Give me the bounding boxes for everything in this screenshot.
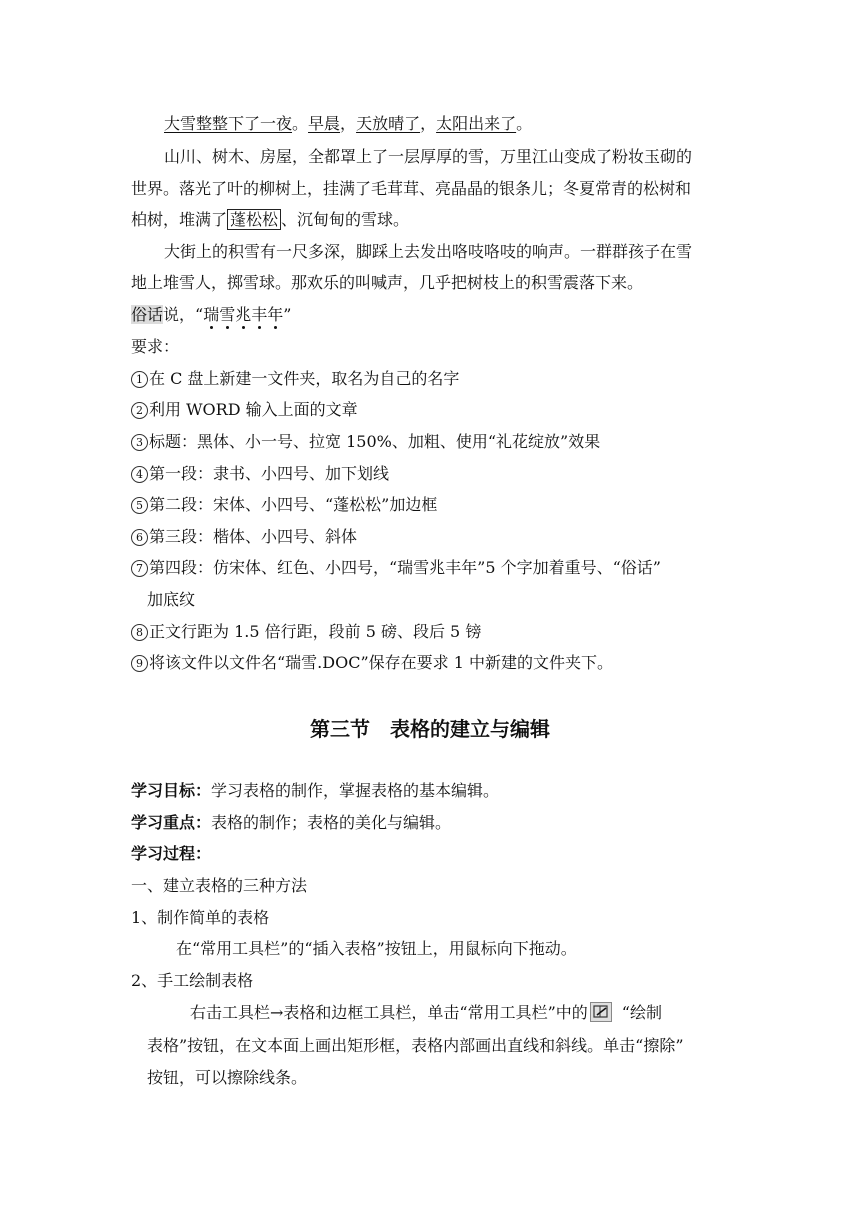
para1-punct: ，: [420, 114, 437, 133]
key-label: 学习重点：: [131, 813, 212, 832]
paragraph-3-line-1: 大街上的积雪有一尺多深，脚踩上去发出咯吱咯吱的响声。一群群孩子在雪: [164, 242, 693, 261]
requirement-item: [131, 399, 358, 421]
heading-1-1-text: 在“常用工具栏”的“插入表格”按钮上，用鼠标向下拖动。: [176, 939, 577, 958]
paragraph-1: [164, 113, 532, 135]
paragraph-2-line-2: 世界。落光了叶的柳树上，挂满了毛茸茸、亮晶晶的银条儿；冬夏常青的松树和: [131, 179, 692, 198]
heading-1-2-line-1: [190, 1002, 662, 1024]
body-text: 右击工具栏→表格和边框工具栏，单击“常用工具栏”中的: [190, 1003, 588, 1022]
para4-text: 说，“: [163, 305, 204, 324]
para1-text: 大雪整整下了一夜: [164, 114, 293, 133]
goal-text: 学习表格的制作，掌握表格的基本编辑。: [211, 781, 500, 800]
emphasis-text: [203, 305, 283, 324]
heading-1-2-line-3: 按钮，可以擦除线条。: [147, 1068, 308, 1087]
boxed-word: 蓬松松: [227, 209, 281, 230]
requirement-text: 第一段：隶书、小四号、加下划线: [149, 464, 390, 483]
requirement-text: 第二段：宋体、小四号、“蓬松松”加边框: [149, 495, 438, 514]
draw-table-icon: [590, 1002, 612, 1022]
process-label: 学习过程：: [131, 844, 212, 863]
requirement-item: [131, 463, 389, 485]
para2-text: 、沉甸甸的雪球。: [281, 210, 410, 229]
learning-process: [131, 843, 211, 865]
paragraph-2-line-1: 山川、树木、房屋，全都罩上了一层厚厚的雪，万里江山变成了粉妆玉砌的: [164, 147, 693, 166]
emphasis-char: 年: [267, 305, 284, 324]
requirement-text: 利用 WORD 输入上面的文章: [149, 400, 358, 419]
goal-label: 学习目标：: [131, 781, 212, 800]
circled-number: 8: [131, 624, 148, 641]
circled-number: 2: [131, 402, 148, 419]
key-text: 表格的制作；表格的美化与编辑。: [211, 813, 452, 832]
circled-number: 7: [131, 560, 148, 577]
heading-1-2: 2、手工绘制表格: [131, 971, 254, 990]
requirement-text: 第三段：楷体、小四号、斜体: [149, 527, 358, 546]
para2-text: 柏树，堆满了: [131, 210, 228, 229]
para1-punct: ，: [340, 114, 357, 133]
circled-number: 5: [131, 497, 148, 514]
para1-punct: 。: [516, 114, 533, 133]
heading-1: 一、建立表格的三种方法: [131, 876, 308, 895]
requirement-text: 标题：黑体、小一号、拉宽 150%、加粗、使用“礼花绽放”效果: [149, 432, 601, 451]
emphasis-char: 雪: [219, 305, 236, 324]
circled-number: 3: [131, 434, 148, 451]
circled-number: 6: [131, 529, 148, 546]
para1-text: 早晨: [308, 114, 341, 133]
requirement-item: [131, 431, 600, 453]
requirement-item: [131, 368, 459, 390]
body-text: “绘制: [621, 1003, 662, 1022]
emphasis-char: 兆: [235, 305, 252, 324]
requirement-text: 在 C 盘上新建一文件夹，取名为自己的名字: [149, 369, 460, 388]
requirement-item: [131, 557, 661, 579]
learning-goal: [131, 780, 499, 802]
circled-number: 1: [131, 371, 148, 388]
emphasis-char: 瑞: [203, 305, 220, 324]
requirement-item: [131, 494, 437, 516]
requirements-heading: 要求：: [131, 337, 180, 356]
requirement-text: 将该文件以文件名“瑞雪.DOC”保存在要求 1 中新建的文件夹下。: [149, 653, 613, 672]
emphasis-char: 丰: [251, 305, 268, 324]
para4-text: ”: [283, 305, 292, 324]
shaded-text: 俗话: [131, 305, 164, 324]
circled-number: 9: [131, 655, 148, 672]
paragraph-4: [131, 304, 291, 326]
requirement-item: [131, 652, 613, 674]
paragraph-2-line-3: [131, 209, 409, 231]
requirement-text: 正文行距为 1.5 倍行距，段前 5 磅、段后 5 镑: [149, 622, 482, 641]
para1-text: 天放晴了: [356, 114, 421, 133]
section-title: 第三节 表格的建立与编辑: [310, 717, 550, 741]
heading-1-1: 1、制作简单的表格: [131, 908, 270, 927]
paragraph-3-line-2: 地上堆雪人，掷雪球。那欢乐的叫喊声，几乎把树枝上的积雪震落下来。: [131, 273, 644, 292]
requirement-item: [131, 526, 357, 548]
heading-1-2-line-2: 表格”按钮，在文本面上画出矩形框，表格内部画出直线和斜线。单击“擦除”: [147, 1036, 684, 1055]
para1-text: 太阳出来了: [436, 114, 517, 133]
requirement-item: [131, 621, 481, 643]
para1-punct: 。: [292, 114, 309, 133]
learning-key: [131, 812, 451, 834]
requirement-text: 第四段：仿宋体、红色、小四号，“瑞雪兆丰年”5 个字加着重号、“俗话”: [149, 558, 661, 577]
circled-number: 4: [131, 466, 148, 483]
requirement-item-continuation: 加底纹: [147, 590, 196, 609]
